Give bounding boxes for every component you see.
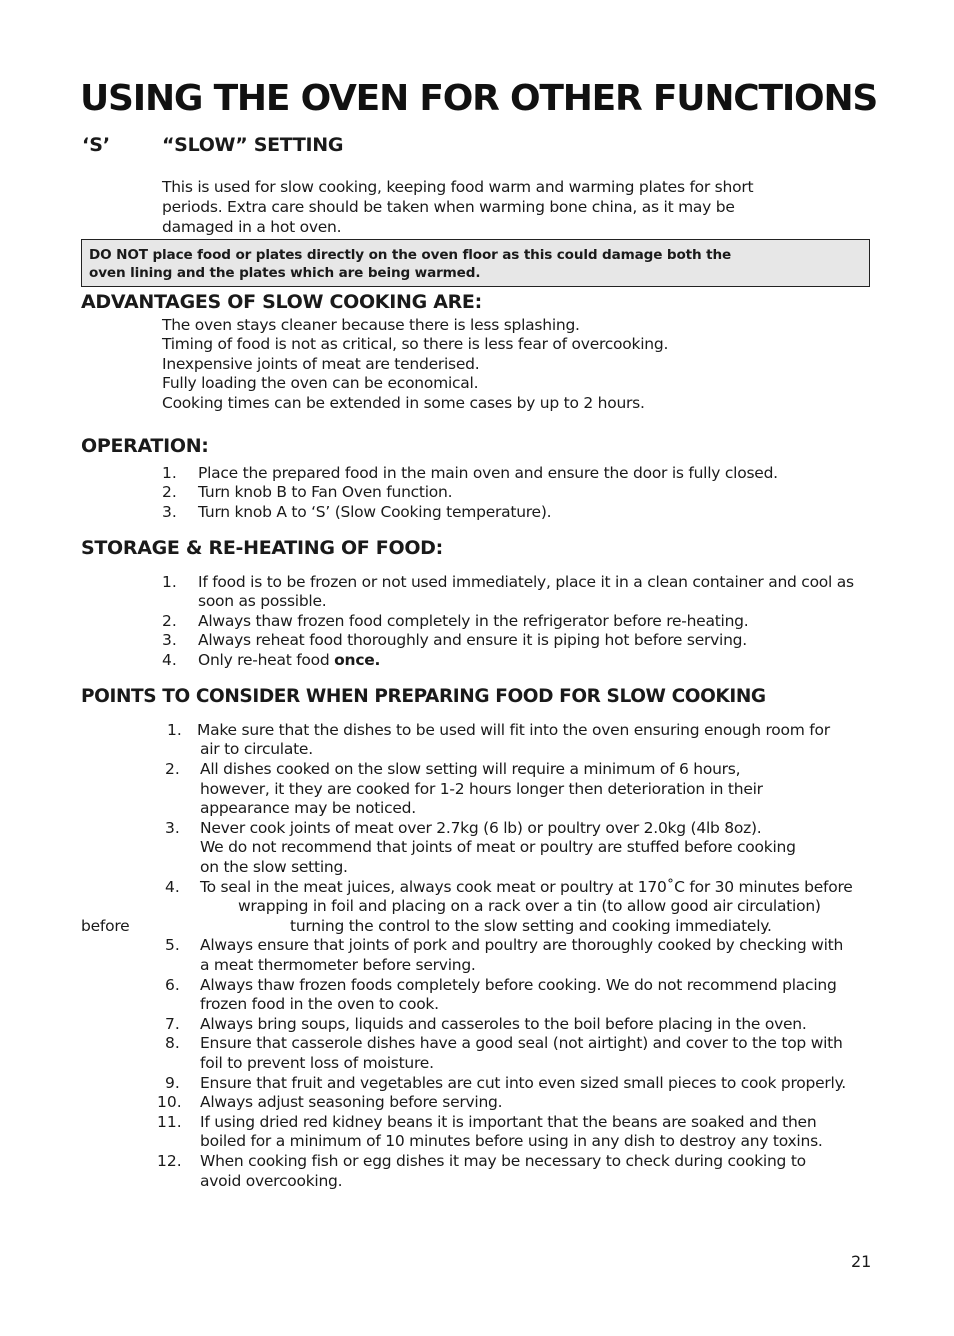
advantage-item: Timing of food is not as critical, so there is less fear of overcooking. xyxy=(162,335,669,353)
list-number: 12. xyxy=(157,1152,182,1170)
advantages-heading: ADVANTAGES OF SLOW COOKING ARE: xyxy=(81,291,482,313)
page-number: 21 xyxy=(851,1252,872,1271)
points-item: air to circulate. xyxy=(200,740,313,758)
storage-item: Always thaw frozen food completely in the refrigerator before re-heating. xyxy=(198,612,749,630)
operation-item: Turn knob A to ‘S’ (Slow Cooking temperature). xyxy=(198,503,552,521)
points-item: wrapping in foil and placing on a rack over a tin (to allow good air circulation) xyxy=(238,897,821,915)
operation-item: Turn knob B to Fan Oven function. xyxy=(198,483,453,501)
list-number: 3. xyxy=(165,819,180,837)
points-item: We do not recommend that joints of meat or poultry are stuffed before cooking xyxy=(200,838,796,856)
list-number: 4. xyxy=(165,878,180,896)
points-item: If using dried red kidney beans it is important that the beans are soaked and then xyxy=(200,1113,817,1131)
list-number: 8. xyxy=(165,1034,180,1052)
warning-line: oven lining and the plates which are being warmed. xyxy=(89,264,481,281)
slow-setting-symbol: ‘S’ xyxy=(82,134,111,156)
points-item: appearance may be noticed. xyxy=(200,799,416,817)
points-item: however, it they are cooked for 1-2 hours longer then deterioration in their xyxy=(200,780,763,798)
advantage-item: The oven stays cleaner because there is less splashing. xyxy=(162,316,580,334)
points-heading: POINTS TO CONSIDER WHEN PREPARING FOOD FOR SLOW COOKING xyxy=(81,686,766,707)
storage-item: If food is to be frozen or not used immediately, place it in a clean container and cool as xyxy=(198,573,854,591)
storage-item: Always reheat food thoroughly and ensure it is piping hot before serving. xyxy=(198,631,747,649)
list-number: 3. xyxy=(162,503,177,521)
points-item: on the slow setting. xyxy=(200,858,348,876)
points-item: To seal in the meat juices, always cook meat or poultry at 170˚C for 30 minutes before xyxy=(200,878,853,896)
slow-setting-heading: “SLOW” SETTING xyxy=(162,134,344,156)
advantage-item: Fully loading the oven can be economical. xyxy=(162,374,479,392)
list-number: 7. xyxy=(165,1015,180,1033)
advantage-item: Cooking times can be extended in some cases by up to 2 hours. xyxy=(162,394,645,412)
points-item: Always ensure that joints of pork and poultry are thoroughly cooked by checking with xyxy=(200,936,844,954)
points-item: Ensure that casserole dishes have a good seal (not airtight) and cover to the top with xyxy=(200,1034,843,1052)
points-item: All dishes cooked on the slow setting will require a minimum of 6 hours, xyxy=(200,760,741,778)
stray-word: before xyxy=(81,917,130,935)
list-number: 10. xyxy=(157,1093,182,1111)
points-item: foil to prevent loss of moisture. xyxy=(200,1054,434,1072)
storage-item: soon as possible. xyxy=(198,592,327,610)
points-item: frozen food in the oven to cook. xyxy=(200,995,439,1013)
list-number: 4. xyxy=(162,651,177,669)
operation-item: Place the prepared food in the main oven and ensure the door is fully closed. xyxy=(198,464,778,482)
list-number: 2. xyxy=(162,612,177,630)
list-number: 2. xyxy=(165,760,180,778)
points-item: Always thaw frozen foods completely before cooking. We do not recommend placing xyxy=(200,976,837,994)
points-item: turning the control to the slow setting and cooking immediately. xyxy=(290,917,772,935)
warning-box xyxy=(81,239,870,287)
list-number: 1. xyxy=(162,464,177,482)
advantage-item: Inexpensive joints of meat are tenderised. xyxy=(162,355,480,373)
points-item: Make sure that the dishes to be used will fit into the oven ensuring enough room for xyxy=(197,721,830,739)
points-item: a meat thermometer before serving. xyxy=(200,956,476,974)
points-item: Always bring soups, liquids and casseroles to the boil before placing in the oven. xyxy=(200,1015,807,1033)
operation-heading: OPERATION: xyxy=(81,435,209,457)
list-number: 1. xyxy=(167,721,182,739)
list-number: 6. xyxy=(165,976,180,994)
list-number: 9. xyxy=(165,1074,180,1092)
list-number: 3. xyxy=(162,631,177,649)
storage-item-emphasis: once. xyxy=(334,651,381,669)
points-item: Ensure that fruit and vegetables are cut into even sized small pieces to cook properly. xyxy=(200,1074,846,1092)
page-title: USING THE OVEN FOR OTHER FUNCTIONS xyxy=(80,78,878,119)
storage-item xyxy=(198,650,380,670)
intro-line: damaged in a hot oven. xyxy=(162,218,342,236)
points-item: When cooking fish or egg dishes it may be necessary to check during cooking to xyxy=(200,1152,806,1170)
points-item: boiled for a minimum of 10 minutes before using in any dish to destroy any toxins. xyxy=(200,1132,823,1150)
intro-line: periods. Extra care should be taken when warming bone china, as it may be xyxy=(162,198,735,216)
warning-text xyxy=(89,247,731,282)
storage-heading: STORAGE & RE-HEATING OF FOOD: xyxy=(81,537,443,559)
points-item: avoid overcooking. xyxy=(200,1172,343,1190)
points-item: Always adjust seasoning before serving. xyxy=(200,1093,503,1111)
list-number: 5. xyxy=(165,936,180,954)
storage-item-text: Only re-heat food xyxy=(198,651,335,669)
list-number: 11. xyxy=(157,1113,182,1131)
warning-line: DO NOT place food or plates directly on the oven floor as this could damage both the xyxy=(89,247,732,263)
list-number: 1. xyxy=(162,573,177,591)
list-number: 2. xyxy=(162,483,177,501)
points-item: Never cook joints of meat over 2.7kg (6 lb) or poultry over 2.0kg (4lb 8oz). xyxy=(200,819,762,837)
intro-line: This is used for slow cooking, keeping food warm and warming plates for short xyxy=(162,178,754,196)
